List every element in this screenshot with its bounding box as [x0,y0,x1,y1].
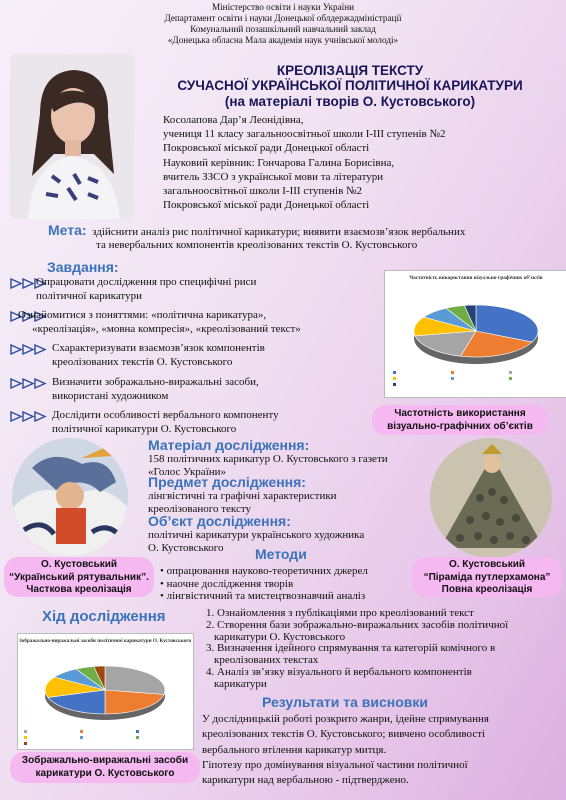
process-step: 1. Ознайомлення з публікаціями про креолізований текст [206,607,474,619]
chart-visual-objects [384,270,566,398]
results-label: Результати та висновки [262,694,429,710]
subject-label: Предмет дослідження: [148,474,306,490]
header-institution: Комунальний позашкільний навчальний заклад [190,24,376,34]
task-item [10,376,370,406]
object-line2: О. Кустовського [148,541,224,554]
left-caricature-caption [4,557,154,597]
process-step: 4. Аналіз зв’язку візуального й вербального компонентів карикатури [206,665,472,690]
legend-swatch [509,377,512,380]
task-line1: Опрацювати дослідження про специфічні риси [36,276,257,288]
header-academy: «Донецька обласна Мала академія наук учнівської молоді» [167,35,399,45]
task-line2: креолізованих текстів О. Кустовського [52,355,233,368]
legend-swatch [24,730,27,733]
left-caption-title: “Український рятувальник”. [9,571,149,583]
subject-line2: креолізованого тексту [148,502,252,515]
chart2-caption-line1: Зображально-виражальні засоби [21,755,189,766]
task-item [10,276,370,306]
results-line2: креолізованих текстів О. Кустовського; вивчено особливості [202,728,486,741]
material-section [148,437,438,478]
task-line1: Схарактеризувати взаємозв’язок компонентів [52,342,265,354]
methods-label: Методи [255,546,307,562]
subject-section [148,474,438,515]
goal-label: Мета: [48,222,87,238]
supervisor-position: вчитель ЗЗСО з української мови та літератури [163,170,384,183]
legend-swatch [80,736,83,739]
task-line1: Визначити зображально-виражальні засоби, [52,376,259,388]
legend-swatch [451,371,454,374]
material-label: Матеріал дослідження: [148,437,310,453]
author-city: Покровської міської ради Донецької області [163,142,370,155]
process-step: 3. Визначення ідейного спрямування та категорій комічного в креолізованих текстах [206,642,496,667]
process-step: 2. Створення бази зображально-виражальних засобів політичної карикатури О. Кустовського [206,618,509,643]
task-line1: Ознайомитися з поняттями: «політична карикатура», [18,309,267,321]
right-caricature-caption [412,557,562,597]
material-line1: 158 політичних карикатур О. Кустовського з газети [148,453,388,465]
chart2-caption-line2: карикатури О. Кустовського [35,767,175,779]
supervisor-city: Покровської міської ради Донецької області [163,199,370,212]
author-block [163,113,553,212]
left-caption-type: Часткова креолізація [26,584,132,595]
chart-expressive-means [17,633,194,750]
chart-title: Зображально-виражальні засоби політичної карикатури О. Кустовського [18,638,192,644]
material-line2: «Голос України» [148,465,227,478]
chart1-caption-line1: Частотність використання [394,408,526,419]
pie-chart-expressive-means [18,634,193,749]
process-label: Хід дослідження [42,608,166,625]
task-line2: використані художником [52,389,169,402]
results-line4: Гіпотезу про домінування візуальної частини політичної [202,758,468,771]
goal-text-line1: здійснити аналіз рис політичної карикатури; виявити взаємозв’язок вербальних [92,226,466,238]
task-item [10,309,370,339]
triple-arrow-icon [10,411,50,422]
tasks-label: Завдання: [47,259,119,275]
supervisor-school: загальноосвітньої школи І-ІІІ ступенів №2 [163,185,363,198]
task-line1: Дослідити особливості вербального компоненту [52,409,279,421]
chart2-caption [10,752,200,783]
pie-slice [105,690,164,714]
methods-item: • наочне дослідження творів [160,577,294,590]
chart-title: Частотність використання візуально-графічних об’єктів [409,275,543,281]
author-name: Косолапова Дар’я Леонідівна, [163,114,304,126]
left-caption-author: О. Кустовський [40,559,118,570]
pie-slice [105,666,165,694]
poster-title-line1: КРЕОЛІЗАЦІЯ ТЕКСТУ [276,63,424,78]
legend-swatch [136,736,139,739]
legend-swatch [393,383,396,386]
chart1-caption-line2: візуально-графічних об’єктів [387,420,533,432]
caricature-ukrainian-rescuer [12,438,128,556]
triple-arrow-icon [10,378,50,389]
methods-item: • лінгвістичний та мистецтвознавчий аналіз [160,590,366,602]
chart1-caption [372,405,548,435]
goal-section [48,224,558,252]
legend-swatch [393,377,396,380]
legend-swatch [24,736,27,739]
caricature-putlerhamon-pyramid [430,438,552,558]
legend-swatch [451,377,454,380]
task-line2: політичної карикатури О. Кустовського [52,422,237,435]
process-steps [206,608,561,691]
author-class: учениця 11 класу загальноосвітньої школи І-ІІІ ступенів №2 [163,128,446,141]
results-text [202,712,557,788]
task-item [10,342,370,372]
legend-swatch [24,742,27,745]
task-line2: «креолізація», «мовна компресія», «креолізований текст» [32,322,301,335]
pie-chart-visual-objects [385,271,566,397]
object-line1: політичні карикатури українського художника [148,529,365,541]
institution-header [0,2,566,46]
results-line1: У дослідницькій роботі розкрито жанри, ідейне спрямування [202,713,489,725]
results-line5: карикатури над вербальною - підтверджено. [202,774,409,787]
right-caption-title: “Піраміда путлерхамона” [423,571,551,583]
results-line3: вербального втілення карикатур митця. [202,743,387,756]
methods-list [160,565,420,603]
author-photo [10,54,134,219]
poster-title-line3: (на матеріалі творів О. Кустовського) [224,94,476,109]
header-department: Департамент освіти і науки Донецької облдержадміністрації [164,13,402,23]
legend-swatch [136,730,139,733]
header-ministry: Міністерство освіти і науки України [211,2,355,12]
right-caption-type: Повна креолізація [441,584,533,595]
legend-swatch [393,371,396,374]
legend-swatch [80,730,83,733]
right-caption-author: О. Кустовський [448,559,526,570]
supervisor-name: Науковий керівник: Гончарова Галина Борисівна, [163,156,395,169]
triple-arrow-icon [10,344,50,355]
legend-swatch [509,371,512,374]
poster-title-line2: СУЧАСНОЇ УКРАЇНСЬКОЇ ПОЛІТИЧНОЇ КАРИКАТУРИ [177,78,523,93]
object-label: Об’єкт дослідження: [148,513,291,529]
methods-item: • опрацювання науково-теоретичних джерел [160,565,368,577]
task-item [10,409,370,439]
goal-text-line2: та невербальних компонентів креолізованих текстів О. Кустовського [96,239,418,251]
subject-line1: лінгвістичні та графічні характеристики [148,490,337,502]
task-line2: політичної карикатури [36,289,142,302]
